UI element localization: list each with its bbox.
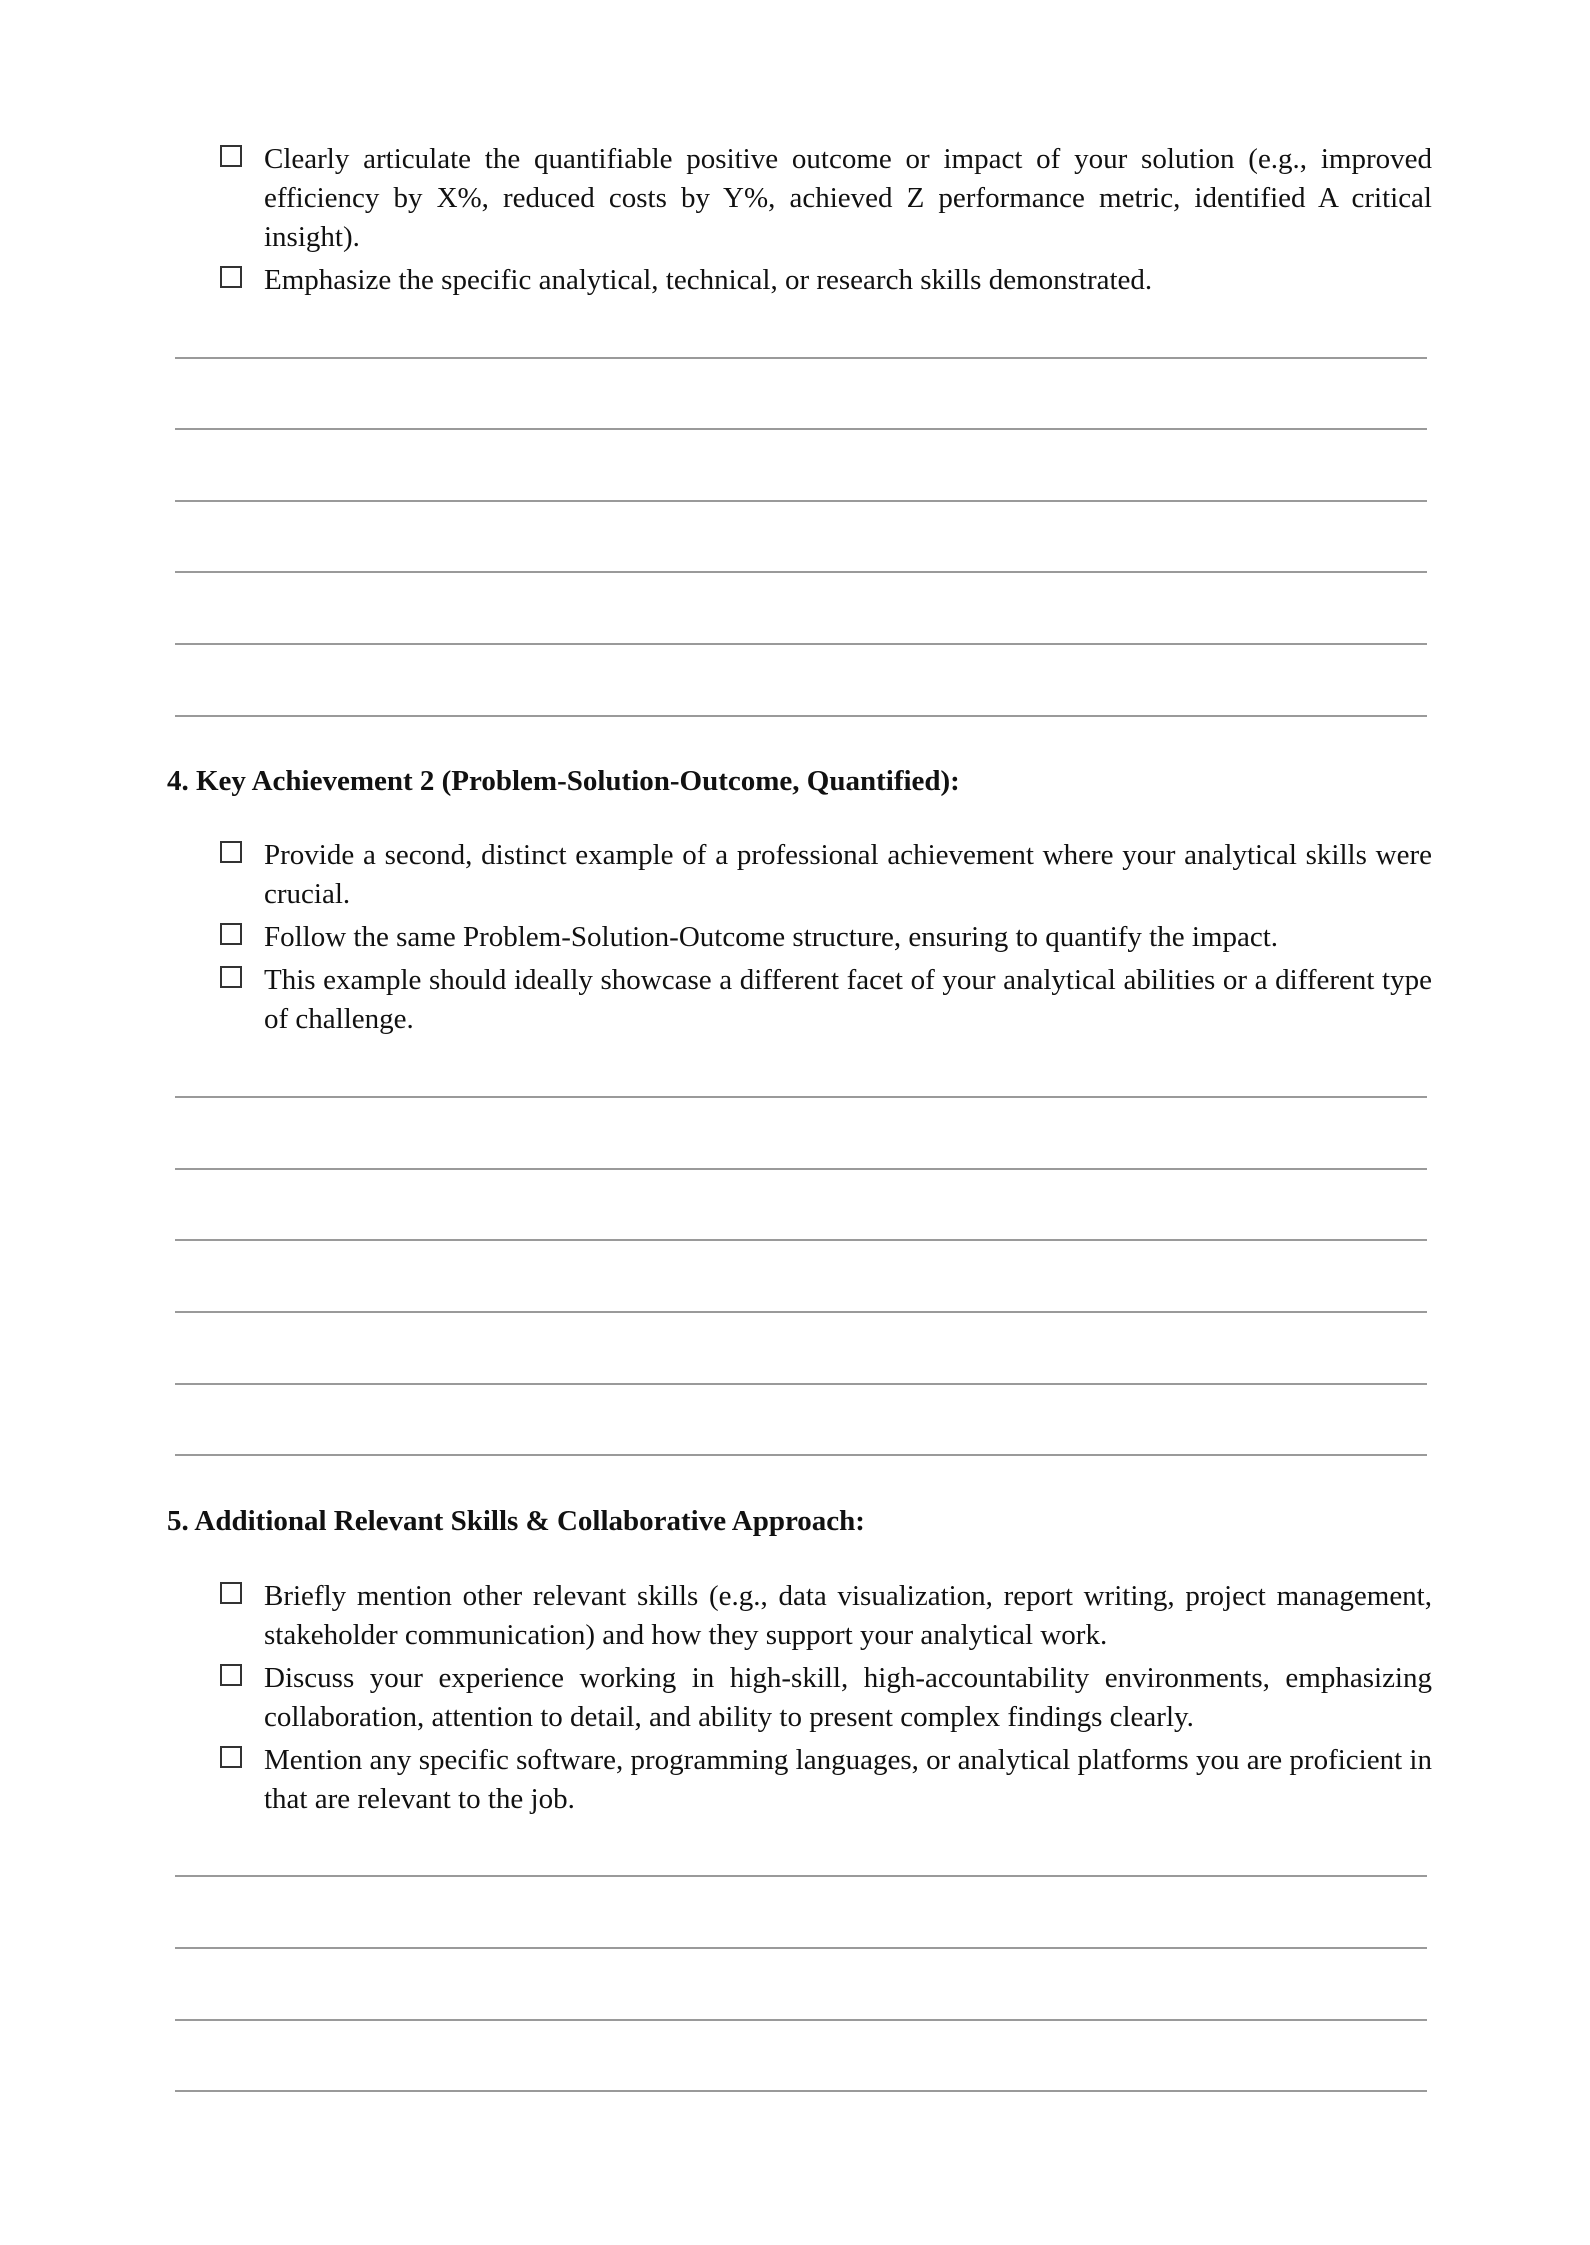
checkbox-icon[interactable]	[220, 1582, 242, 1604]
checkbox-icon[interactable]	[220, 1664, 242, 1686]
checkbox-icon[interactable]	[220, 266, 242, 288]
writing-line[interactable]	[175, 1383, 1427, 1385]
checklist-item	[220, 961, 1432, 1039]
section-heading-achievement-2: 4. Key Achievement 2 (Problem-Solution-Outcome, Quantified):	[167, 765, 960, 797]
checklist-item	[220, 140, 1432, 257]
writing-line[interactable]	[175, 428, 1427, 430]
checklist-item-text: Clearly articulate the quantifiable positive outcome or impact of your solution (e.g., improved efficiency by X%, reduced costs by Y%, achieved Z performance metric, identified A critical insight).	[264, 143, 1432, 253]
checklist-item	[220, 1741, 1432, 1819]
checklist-item-text: Discuss your experience working in high-skill, high-accountability environments, emphasizing collaboration, attention to detail, and ability to present complex findings clearly.	[264, 1662, 1432, 1733]
checklist-item	[220, 1577, 1432, 1655]
writing-line[interactable]	[175, 1875, 1427, 1877]
writing-line[interactable]	[175, 500, 1427, 502]
checklist-item-text: Follow the same Problem-Solution-Outcome structure, ensuring to quantify the impact.	[264, 921, 1279, 953]
checkbox-icon[interactable]	[220, 966, 242, 988]
writing-line[interactable]	[175, 1168, 1427, 1170]
writing-line[interactable]	[175, 1454, 1427, 1456]
writing-line[interactable]	[175, 1096, 1427, 1098]
outcome-checklist	[220, 140, 1432, 304]
writing-line[interactable]	[175, 1311, 1427, 1313]
checklist-item-text: Emphasize the specific analytical, technical, or research skills demonstrated.	[264, 264, 1153, 296]
writing-line[interactable]	[175, 715, 1427, 717]
checkbox-icon[interactable]	[220, 145, 242, 167]
checkbox-icon[interactable]	[220, 841, 242, 863]
checklist-item-text: Mention any specific software, programming languages, or analytical platforms you are proficient in that are relevant to the job.	[264, 1744, 1432, 1815]
writing-line[interactable]	[175, 2090, 1427, 2092]
writing-line[interactable]	[175, 1947, 1427, 1949]
checklist-item	[220, 1659, 1432, 1737]
checklist-item	[220, 836, 1432, 914]
checklist-item-text: Provide a second, distinct example of a professional achievement where your analytical skills were crucial.	[264, 839, 1432, 910]
section-heading-additional-skills: 5. Additional Relevant Skills & Collaborative Approach:	[167, 1505, 865, 1537]
checklist-item-text: Briefly mention other relevant skills (e.g., data visualization, report writing, project management, stakeholder communication) and how they support your analytical work.	[264, 1580, 1432, 1651]
writing-line[interactable]	[175, 2019, 1427, 2021]
checkbox-icon[interactable]	[220, 1746, 242, 1768]
writing-line[interactable]	[175, 357, 1427, 359]
writing-line[interactable]	[175, 1239, 1427, 1241]
checklist-item	[220, 261, 1432, 300]
writing-line[interactable]	[175, 643, 1427, 645]
checklist-item-text: This example should ideally showcase a different facet of your analytical abilities or a different type of challenge.	[264, 964, 1432, 1035]
checkbox-icon[interactable]	[220, 923, 242, 945]
checklist-item	[220, 918, 1432, 957]
writing-line[interactable]	[175, 571, 1427, 573]
achievement-2-checklist	[220, 836, 1432, 1043]
additional-skills-checklist	[220, 1577, 1432, 1823]
